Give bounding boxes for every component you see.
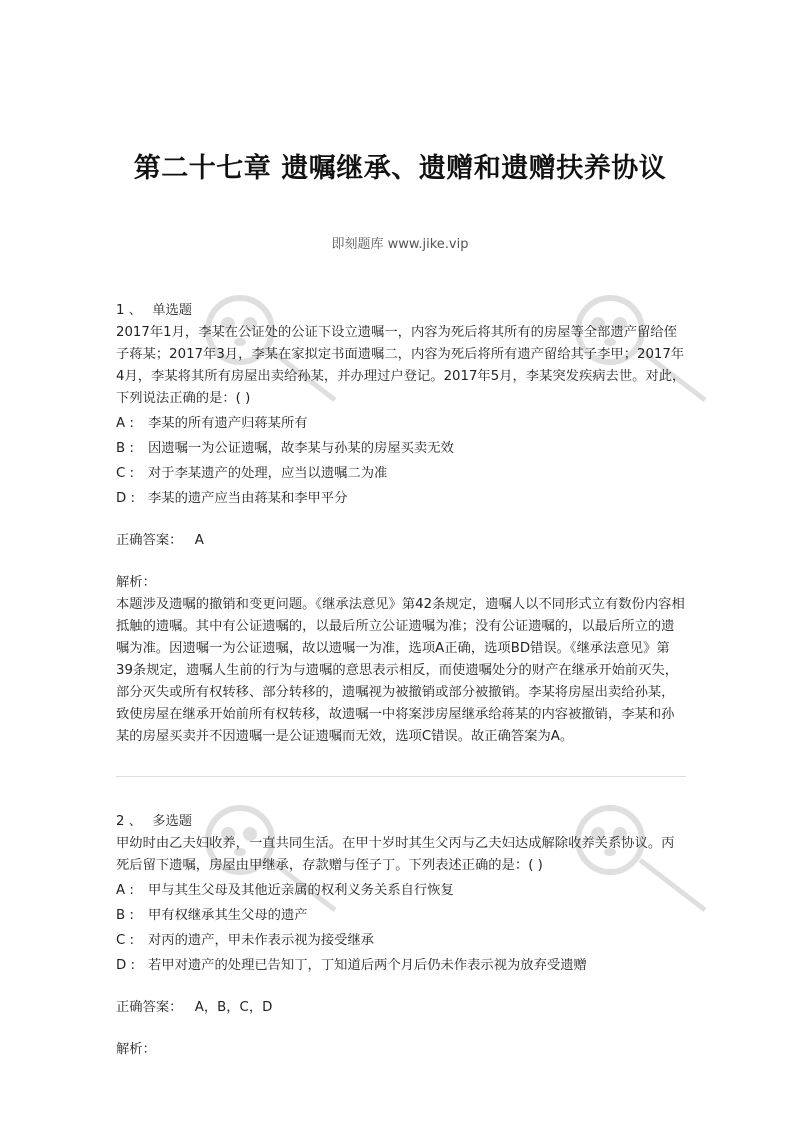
option-text: 对于李某遗产的处理，应当以遗嘱二为准: [148, 466, 388, 481]
answer-value: A，B，C，D: [194, 1000, 273, 1015]
option-d: [116, 952, 686, 977]
option-text: 对丙的遗产，甲未作表示视为接受继承: [148, 933, 375, 948]
option-b: [116, 902, 686, 927]
option-letter: C :: [116, 466, 134, 481]
analysis-label: 解析：: [116, 1042, 156, 1057]
site-credit: 即刻题库 www.jike.vip: [331, 237, 469, 252]
option-letter: D :: [116, 491, 135, 506]
answer-label: 正确答案：: [116, 533, 183, 548]
question-stem: 甲幼时由乙夫妇收养，一直共同生活。在甲十岁时其生父丙与乙夫妇达成解除收养关系协议。丙死后留下遗嘱，房屋由甲继承，存款赠与侄子丁。下列表述正确的是：( ): [116, 836, 675, 873]
question-number: 1 、: [116, 303, 142, 318]
question-divider: [116, 776, 686, 777]
option-a: [116, 877, 686, 902]
question-1: [116, 300, 686, 748]
question-number: 2 、: [116, 814, 142, 829]
question-stem: 2017年1月，李某在公证处的公证下设立遗嘱一，内容为死后将其所有的房屋等全部遗产留给侄子蒋某；2017年3月，李某在家拟定书面遗嘱二，内容为死后将所有遗产留给其子李甲；2017年4月，李某将其所有房屋出卖给孙某，并办理过户登记。2017年5月，李某突发疾病去世。对此，下列说法正确的是：( ): [116, 325, 686, 406]
option-letter: B :: [116, 441, 134, 456]
option-text: 若甲对遗产的处理已告知丁，丁知道后两个月后仍未作表示视为放弃受遗赠: [148, 958, 587, 973]
option-d: [116, 485, 686, 510]
option-text: 因遗嘱一为公证遗嘱，故李某与孙某的房屋买卖无效: [148, 441, 454, 456]
option-letter: B :: [116, 908, 134, 923]
option-letter: C :: [116, 933, 134, 948]
option-text: 甲有权继承其生父母的遗产: [148, 908, 308, 923]
question-header: [116, 300, 686, 322]
correct-answer: [116, 997, 686, 1019]
option-c: [116, 460, 686, 485]
option-letter: D :: [116, 958, 135, 973]
option-text: 李某的所有遗产归蒋某所有: [148, 416, 308, 431]
correct-answer: [116, 530, 686, 552]
question-header: [116, 811, 686, 833]
analysis-text: 本题涉及遗嘱的撤销和变更问题。《继承法意见》第42条规定，遗嘱人以不同形式立有数份内容相抵触的遗嘱。其中有公证遗嘱的，以最后所立公证遗嘱为准；没有公证遗嘱的，以最后所立的遗嘱为准。因遗嘱一为公证遗嘱，故以遗嘱一为准，选项A正确，选项BD错误。《继承法意见》第39条规定，遗嘱人生前的行为与遗嘱的意思表示相反，而使遗嘱处分的财产在继承开始前灭失，部分灭失或所有权转移、部分转移的，遗嘱视为被撤销或部分被撤销。李某将房屋出卖给孙某，致使房屋在继承开始前所有权转移，故遗嘱一中将案涉房屋继承给蒋某的内容被撤销，李某和孙某的房屋买卖并不因遗嘱一是公证遗嘱而无效，选项C错误。故正确答案为A。: [116, 597, 685, 744]
question-2: [116, 811, 686, 1061]
option-a: [116, 410, 686, 435]
option-text: 李某的遗产应当由蒋某和李甲平分: [148, 491, 348, 506]
answer-value: A: [194, 533, 204, 548]
page-title: 第二十七章 遗嘱继承、遗赠和遗赠扶养协议: [133, 153, 667, 184]
question-type: 多选题: [152, 814, 193, 829]
option-letter: A :: [116, 883, 134, 898]
option-text: 甲与其生父母及其他近亲属的权利义务关系自行恢复: [148, 883, 454, 898]
question-type: 单选题: [152, 303, 193, 318]
option-letter: A :: [116, 416, 134, 431]
option-b: [116, 435, 686, 460]
option-c: [116, 927, 686, 952]
analysis-label: 解析：: [116, 575, 156, 590]
answer-label: 正确答案：: [116, 1000, 183, 1015]
